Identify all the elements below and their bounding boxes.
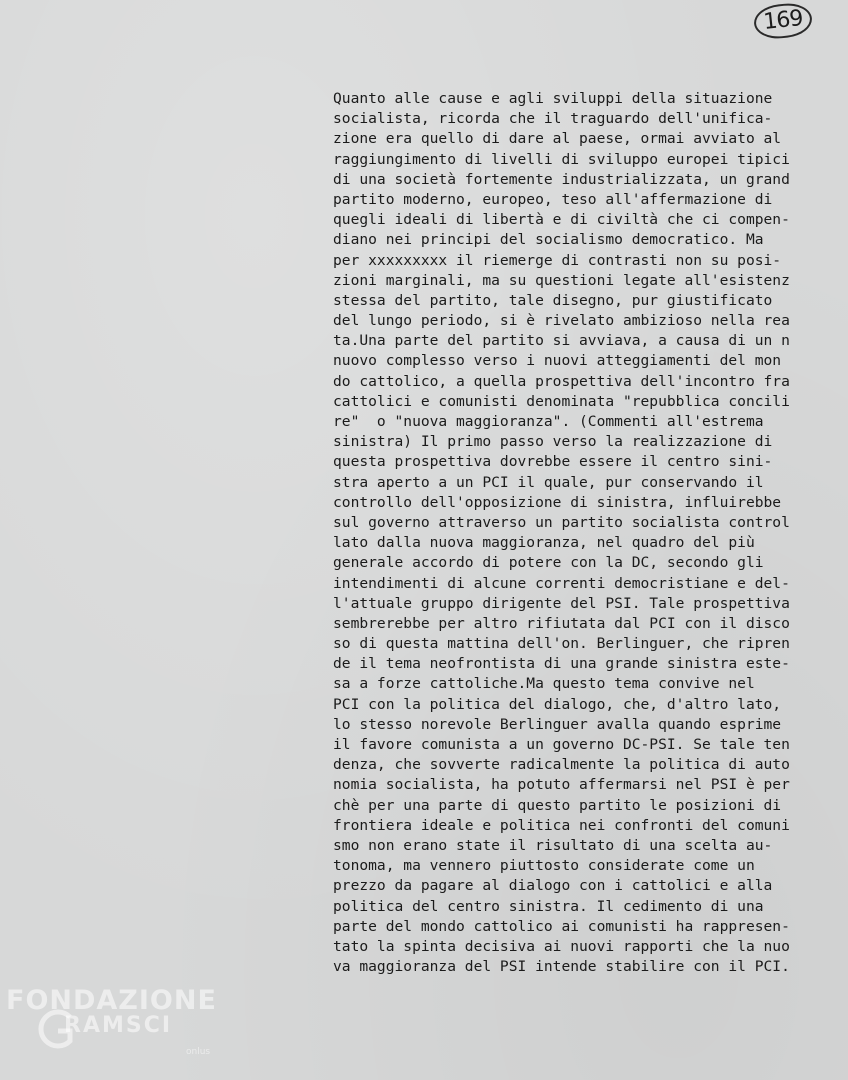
text-line: sembrerebbe per altro rifiutata dal PCI con il disco <box>333 614 790 632</box>
text-line: nuovo complesso verso i nuovi atteggiamenti del mon <box>333 352 782 370</box>
text-line: cattolici e comunisti denominata "repubblica concili <box>333 392 790 410</box>
text-line: do cattolico, a quella prospettiva dell'incontro fra <box>333 372 790 390</box>
text-line: va maggioranza del PSI intende stabilire con il PCI. <box>333 958 790 976</box>
text-line: sa a forze cattoliche.Ma questo tema convive nel <box>333 675 755 693</box>
text-line: del lungo periodo, si è rivelato ambizioso nella rea <box>333 312 790 330</box>
text-line: politica del centro sinistra. Il cedimento di una <box>333 897 764 915</box>
typed-body-text <box>333 89 848 977</box>
text-line: lo stesso norevole Berlinguer avalla quando esprime <box>333 715 782 733</box>
text-line: socialista, ricorda che il traguardo dell'unifica- <box>333 110 773 128</box>
text-line: re" o "nuova maggioranza". (Commenti all'estrema <box>333 413 764 430</box>
text-line: prezzo da pagare al dialogo con i cattolici e alla <box>333 877 773 895</box>
folio-number: 169 <box>762 6 804 35</box>
text-line: tato la spinta decisiva ai nuovi rapporti che la nuo <box>333 937 790 955</box>
text-line: per xxxxxxxxx il riemerge di contrasti non su posi- <box>333 251 782 269</box>
text-line: frontiera ideale e politica nei confronti del comuni <box>333 816 790 834</box>
text-line: parte del mondo cattolico ai comunisti ha rappresen- <box>333 917 790 935</box>
text-line: de il tema neofrontista di una grande sinistra este- <box>333 655 790 673</box>
watermark-line-2: RAMSCI <box>64 1013 173 1038</box>
text-line: Quanto alle cause e agli sviluppi della situazione <box>333 90 773 107</box>
text-line: zioni marginali, ma su questioni legate all'esistenz <box>333 271 790 289</box>
fondazione-gramsci-watermark <box>6 985 246 1080</box>
text-line: nomia socialista, ha potuto affermarsi nel PSI è per <box>333 776 790 794</box>
folio-stamp <box>752 1 813 41</box>
text-line: lato dalla nuova maggioranza, nel quadro del più <box>333 534 755 552</box>
text-line: l'attuale gruppo dirigente del PSI. Tale prospettiva <box>333 594 790 612</box>
text-line: diano nei principi del socialismo democratico. Ma <box>333 231 764 249</box>
text-line: il favore comunista a un governo DC-PSI. Se tale ten <box>333 736 790 753</box>
text-line: intendimenti di alcune correnti democristiane e del- <box>333 574 790 592</box>
watermark-line-1: FONDAZIONE <box>6 985 217 1016</box>
text-line: di una società fortemente industrializzata, un grand <box>333 170 790 188</box>
text-line: so di questa mattina dell'on. Berlinguer, che ripren <box>333 635 790 653</box>
text-line: sinistra) Il primo passo verso la realizzazione di <box>333 433 773 451</box>
text-line: sul governo attraverso un partito socialista control <box>333 513 790 531</box>
text-line: questa prospettiva dovrebbe essere il centro sini- <box>333 453 773 471</box>
text-line: stessa del partito, tale disegno, pur giustificato <box>333 291 773 309</box>
text-line: PCI con la politica del dialogo, che, d'altro lato, <box>333 695 782 713</box>
text-line: partito moderno, europeo, teso all'affermazione di <box>333 190 773 208</box>
text-line: generale accordo di potere con la DC, secondo gli <box>333 554 764 572</box>
text-line: quegli ideali di libertà e di civiltà che ci compen- <box>333 211 790 229</box>
text-line: chè per una parte di questo partito le posizioni di <box>333 796 782 814</box>
text-line: controllo dell'opposizione di sinistra, influirebbe <box>333 493 782 511</box>
text-line: zione era quello di dare al paese, ormai avviato al <box>333 130 782 148</box>
text-line: stra aperto a un PCI il quale, pur conservando il <box>333 473 764 491</box>
text-line: denza, che sovverte radicalmente la politica di auto <box>333 756 790 774</box>
text-line: tonoma, ma vennero piuttosto considerate come un <box>333 857 755 875</box>
watermark-line-3: onlus <box>186 1047 211 1057</box>
text-line: raggiungimento di livelli di sviluppo europei tipici <box>333 150 790 168</box>
text-line: smo non erano state il risultato di una scelta au- <box>333 836 773 854</box>
text-line: ta.Una parte del partito si avviava, a causa di un n <box>333 332 790 350</box>
